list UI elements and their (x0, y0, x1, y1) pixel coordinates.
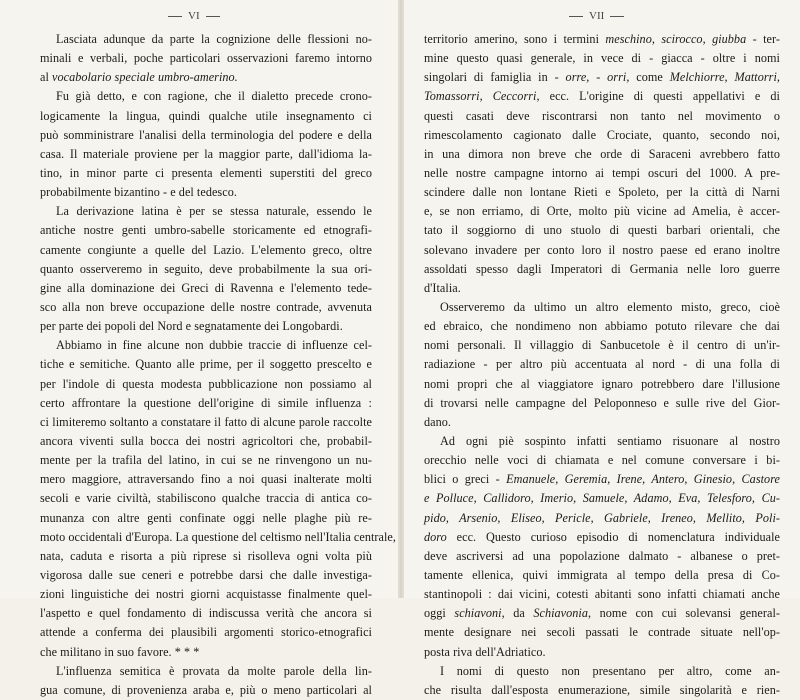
left-page-text (40, 30, 396, 700)
line-text: ancora viventi sulla bocca dei nostri agricoltori che, probabil- (40, 433, 372, 448)
text-line (424, 604, 780, 623)
text-line (40, 202, 372, 221)
text-line (424, 183, 780, 202)
text-line (40, 298, 372, 317)
text-line (40, 355, 372, 374)
text-line (424, 585, 780, 604)
italic-text: doro (424, 529, 447, 544)
header-dash (610, 16, 624, 17)
page-header-right (569, 10, 624, 22)
line-text: ecc. Questo curioso episodio di nomenclatura individuale (446, 529, 780, 544)
line-text: ed ebraico, che nondimeno non abbiamo potuto rilevare che dai (424, 319, 780, 334)
line-text: solevano invadere per conto loro il nostro paese ed erano inoltre (424, 242, 780, 257)
text-line (40, 241, 372, 260)
line-text: tino, in minor parte ci presenta elementi superstiti del greco (40, 165, 372, 180)
right-page (404, 0, 800, 697)
italic-text: Emanuele, Geremia, Irene, Antero, Ginesio, Castore (506, 472, 780, 487)
page-header-left (168, 10, 220, 22)
line-text: nomi personali. Il villaggio di Sanbucetole è il centro di un'ir- (424, 338, 780, 353)
italic-text: pido, Arsenio, Eliseo, Pericle, Gabriele, Ireneo, Mellito, Poli- (424, 510, 780, 525)
text-line (424, 260, 780, 279)
line-text: Abbiamo in fine alcune non dubbie traccie di influenze cel- (56, 338, 372, 353)
line-text: attende a conferma dei plausibili argomenti storico-etnografici (40, 625, 372, 640)
line-text: Osserveremo da ultimo un altro elemento misto, greco, cioè (440, 299, 780, 314)
left-page (0, 0, 398, 697)
text-line (40, 221, 372, 240)
header-dash (569, 16, 583, 17)
line-text: I nomi di questo non presentano per altro, come an- (440, 663, 780, 678)
line-text: mente per la trafila del latino, in cui se ne rinvengono un nu- (40, 453, 372, 468)
text-line (40, 413, 372, 432)
text-line (424, 241, 780, 260)
text-line (424, 566, 780, 585)
line-text: sco alla non breve occupazione delle nostre contrade, avvenuta (40, 299, 372, 314)
text-line (40, 183, 372, 202)
text-line (40, 451, 372, 470)
text-line (424, 126, 780, 145)
text-line (424, 451, 780, 470)
text-line (424, 221, 780, 240)
text-line (40, 336, 372, 355)
line-text: di trovarsi nelle campagne del Peloponneso e sulle rive del Gior- (424, 395, 780, 410)
text-line (40, 509, 372, 528)
text-line (40, 566, 372, 585)
line-text: orecchio nelle voci di chiamata e nel comune conversare i bi- (424, 453, 780, 468)
italic-text: Tomassorri, Ceccorri, (424, 89, 540, 104)
text-line (40, 375, 372, 394)
line-text: nelle nostre campagne intorno ai tempi oscuri del 1000. A pre- (424, 165, 780, 180)
text-line (40, 279, 372, 298)
text-line (424, 643, 780, 662)
line-text: nata, caduta e risorta a più riprese si risolleva ogni volta più (40, 548, 372, 563)
line-text: camente congiunte a quelle del Lazio. L'elemento greco, oltre (40, 242, 372, 257)
text-line (40, 470, 372, 489)
text-line (40, 489, 372, 508)
line-text: deve ascriversi ad una popolazione dalmato - albanese o pret- (424, 548, 780, 563)
line-text: l'aspetto e quel fondamento di indiscussa verità che ancora si (40, 606, 372, 621)
page-number-right: VII (589, 10, 605, 22)
text-line (40, 49, 372, 68)
line-text: gine alla dominazione dei Greci di Ravenna e l'elemento tede- (40, 280, 372, 295)
line-text: certo affrontare la questione dell'origine di simile influenza : (40, 395, 372, 410)
text-line (40, 126, 372, 145)
line-text: casa. Il materiale proviene per la maggior parte, dall'idioma la- (40, 146, 372, 161)
text-line (424, 528, 780, 547)
text-line (424, 432, 780, 451)
italic-text: Melchiorre, Mattorri, (669, 70, 780, 85)
text-line (424, 623, 780, 642)
text-line (40, 432, 372, 451)
text-line (40, 394, 372, 413)
text-line (424, 470, 780, 489)
line-text: rimescolamento cagionato dalle Crociate, quanto, secondo noi, (424, 127, 780, 142)
line-text: moto occidentali d'Europa. La questione del celtismo nell'Italia centrale, (40, 529, 396, 544)
right-page-text (424, 30, 780, 700)
line-text: scindere dalle non lontane Rieti e Spoleto, per la città di Narni (424, 185, 780, 200)
text-line (424, 164, 780, 183)
text-line (424, 49, 780, 68)
text-line (40, 30, 372, 49)
line-text: tiche e semitiche. Quanto alle prime, per il soggetto prescelto e (40, 357, 372, 372)
text-line (40, 317, 372, 336)
line-text: e, se non erriamo, di Orte, molto più vicine ad Amelia, è accer- (424, 204, 780, 219)
line-text: , nome con cui solevansi general- (588, 606, 780, 621)
line-text: ci limiteremo soltanto a constatare il fatto di alcune parole raccolte (40, 414, 372, 429)
text-line (40, 643, 372, 662)
line-text: nomi propri che al viaggiatore ignaro potrebbero dare l'illusione (424, 376, 780, 391)
line-text: munanza con altre genti confinate oggi nelle plaghe più re- (40, 510, 372, 525)
line-text: mero maggiore, attraversando fino a noi quasi inalterate molti (40, 472, 372, 487)
line-text: oggi (424, 606, 455, 621)
line-text: mine questo quasi generale, in vece di - giacca - oltre i nomi (424, 51, 780, 66)
line-text: La derivazione latina è per se stessa naturale, essendo le (56, 204, 372, 219)
text-line (40, 528, 396, 547)
header-dash (206, 16, 220, 17)
line-text: mente designare nei secoli passati le contrade situate nell'op- (424, 625, 780, 640)
line-text: - ter- (746, 32, 780, 46)
text-line (424, 145, 780, 164)
line-text: Lasciata adunque da parte la cognizione delle flessioni no- (56, 32, 372, 46)
line-text: ecc. L'origine di questi appellativi e di (539, 89, 780, 104)
text-line (40, 145, 372, 164)
line-text: come (629, 70, 670, 85)
line-text: tato il soggiorno di uno stuolo di questi barbari orientali, che (424, 223, 780, 238)
text-line (424, 355, 780, 374)
line-text: Fu già detto, e con ragione, che il dialetto precede crono- (56, 89, 372, 104)
line-text: posta riva dell'Adriatico. (424, 644, 546, 659)
line-text: territorio amerino, sono i termini (424, 32, 606, 46)
text-line (424, 279, 780, 298)
page-number-left: VI (188, 10, 200, 22)
text-line (424, 87, 780, 106)
line-text: zioni linguistiche dei nostri giorni acquistasse finalmente quel- (40, 587, 372, 602)
line-text: radiazione - per altro più accentuata al nord - di una folla di (424, 357, 780, 372)
line-text: secoli e varie civiltà, stabiliscono qualche traccia di antica co- (40, 491, 372, 506)
line-text: , da (501, 606, 534, 621)
line-text: minali e verbali, poche particolari osservazioni faremo intorno (40, 51, 372, 66)
line-text: tamente ellenica, quivi immigrata al tempo della presa di Co- (424, 567, 780, 582)
text-line (424, 202, 780, 221)
line-text: antiche nostre genti umbro-sabelle storicamente ed etnografi- (40, 223, 372, 238)
line-text: Ad ogni piè sospinto infatti sentiamo risuonare al nostro (440, 433, 780, 448)
text-line (40, 87, 372, 106)
line-text: al (40, 70, 52, 85)
text-line (424, 394, 780, 413)
text-line (424, 317, 780, 336)
text-line (40, 681, 372, 700)
text-line (424, 107, 780, 126)
italic-text: Schiavonia (533, 606, 589, 621)
line-text: per parte dei popoli del Nord e segnatamente dei Longobardi. (40, 319, 343, 334)
italic-text: schiavoni (454, 606, 502, 621)
text-line (40, 260, 372, 279)
text-line (424, 662, 780, 681)
line-text: gua comune, di provenienza araba e, più o meno particolari al (40, 682, 372, 697)
text-line (424, 413, 780, 432)
line-text: L'influenza semitica è provata da molte parole della lin- (56, 663, 372, 678)
text-line (40, 107, 372, 126)
text-line (424, 298, 780, 317)
italic-text: meschino, scirocco, giubba (605, 32, 747, 46)
line-text: quanto osserveremo in seguito, deve probabilmente la sua ori- (40, 261, 372, 276)
line-text: logicamente la lingua, quindi qualche utile insegnamento ci (40, 108, 372, 123)
italic-text: vocabolario speciale umbro-amerino. (52, 70, 238, 85)
line-text: per l'indole di questa modesta pubblicazione non possiamo al (40, 376, 372, 391)
text-line (424, 547, 780, 566)
text-line (40, 585, 372, 604)
text-line (424, 336, 780, 355)
text-line (424, 68, 780, 87)
line-text: singolari di famiglia in - (424, 70, 566, 85)
text-line (40, 604, 372, 623)
text-line (424, 489, 780, 508)
text-line (40, 68, 372, 87)
text-line (424, 681, 780, 700)
line-text: stantinopoli : dai vicini, cotesti abitanti sono infatti chiamati anche (424, 587, 780, 602)
text-line (424, 30, 780, 49)
text-line (424, 375, 780, 394)
line-text: che militano in suo favore. * * * (40, 644, 200, 659)
line-text: questi casati deve riscontrarsi non tanto nel movimento o (424, 108, 780, 123)
text-line (40, 662, 372, 681)
text-line (424, 509, 780, 528)
line-text: vigorosa dalle sue ceneri e potrebbe darsi che dalle investiga- (40, 567, 372, 582)
header-dash (168, 16, 182, 17)
line-text: può somministrare l'analisi della terminologia del podere e della (40, 127, 372, 142)
line-text: dano. (424, 414, 451, 429)
line-text: blici o greci - (424, 472, 507, 487)
line-text: assoldati spesso dagli Imperatori di Germania nelle loro guerre (424, 261, 780, 276)
italic-text: orre, - orri, (565, 70, 630, 85)
text-line (40, 547, 372, 566)
line-text: d'Italia. (424, 280, 461, 295)
line-text: probabilmente bizantino - e del tedesco. (40, 185, 237, 200)
italic-text: e Polluce, Callidoro, Imerio, Samuele, Adamo, Eva, Telesforo, Cu- (424, 491, 780, 506)
line-text: che risulta dall'esposta enumerazione, simile singolarità e rien- (424, 682, 780, 697)
line-text: in una dimora non breve che orde di Saraceni avrebbero fatto (424, 146, 780, 161)
text-line (40, 623, 372, 642)
text-line (40, 164, 372, 183)
